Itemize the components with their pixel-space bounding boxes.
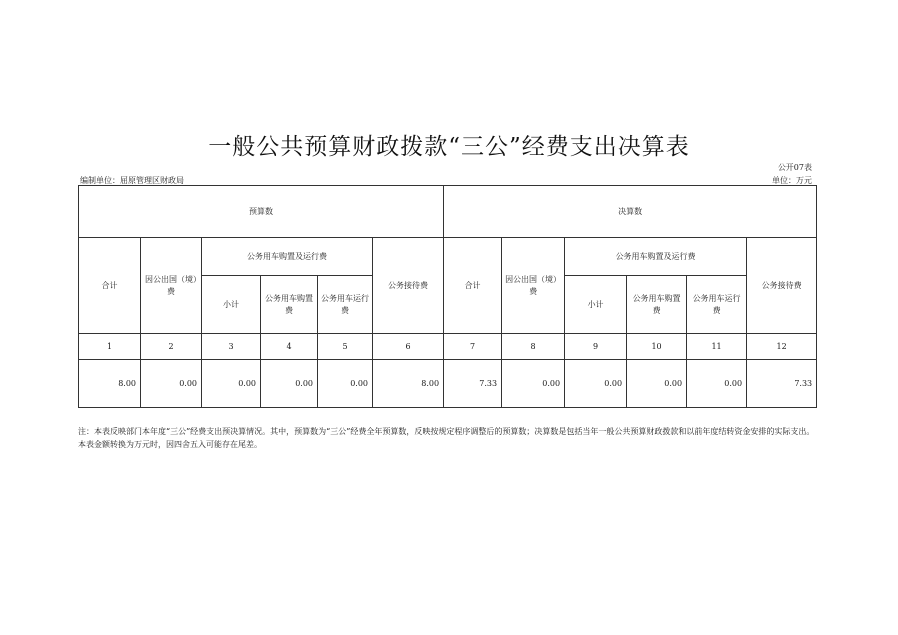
form-number: 公开07表 xyxy=(777,163,812,172)
final-vehicle-operation-header: 公务用车运行费 xyxy=(687,276,747,334)
value-cell: 7.33 xyxy=(444,360,502,408)
col-number: 1 xyxy=(79,334,141,360)
budget-subtotal-header: 小计 xyxy=(202,276,261,334)
budget-vehicle-purchase-header: 公务用车购置费 xyxy=(261,276,318,334)
col-number: 4 xyxy=(261,334,318,360)
budget-group-header: 预算数 xyxy=(79,186,444,238)
value-row xyxy=(79,360,817,408)
col-number: 8 xyxy=(502,334,565,360)
col-number: 9 xyxy=(565,334,627,360)
col-number: 7 xyxy=(444,334,502,360)
currency-unit: 单位：万元 xyxy=(772,176,812,185)
page-title: 一般公共预算财政拨款“三公”经费支出决算表 xyxy=(208,134,690,160)
column-number-row xyxy=(79,334,817,360)
value-cell: 0.00 xyxy=(502,360,565,408)
col-number: 12 xyxy=(747,334,817,360)
value-cell: 8.00 xyxy=(79,360,141,408)
final-abroad-header: 因公出国（境）费 xyxy=(502,238,565,334)
value-cell: 0.00 xyxy=(202,360,261,408)
value-cell: 0.00 xyxy=(318,360,373,408)
compiling-unit: 编制单位：屈原管理区财政局 xyxy=(80,176,184,185)
budget-reception-header: 公务接待费 xyxy=(373,238,444,334)
value-cell: 0.00 xyxy=(565,360,627,408)
col-number: 11 xyxy=(687,334,747,360)
budget-abroad-header: 因公出国（境）费 xyxy=(141,238,202,334)
budget-vehicle-group-header: 公务用车购置及运行费 xyxy=(202,238,373,276)
final-subtotal-header: 小计 xyxy=(565,276,627,334)
final-total-header: 合计 xyxy=(444,238,502,334)
value-cell: 0.00 xyxy=(141,360,202,408)
value-cell: 0.00 xyxy=(627,360,687,408)
value-cell: 0.00 xyxy=(687,360,747,408)
col-number: 10 xyxy=(627,334,687,360)
final-group-header: 决算数 xyxy=(444,186,817,238)
three-public-expense-table xyxy=(78,185,817,408)
final-vehicle-group-header: 公务用车购置及运行费 xyxy=(565,238,747,276)
value-cell: 0.00 xyxy=(261,360,318,408)
col-number: 3 xyxy=(202,334,261,360)
col-number: 5 xyxy=(318,334,373,360)
budget-vehicle-operation-header: 公务用车运行费 xyxy=(318,276,373,334)
value-cell: 7.33 xyxy=(747,360,817,408)
col-number: 6 xyxy=(373,334,444,360)
final-reception-header: 公务接待费 xyxy=(747,238,817,334)
table-note: 注：本表反映部门本年度“三公”经费支出预决算情况。其中，预算数为“三公”经费全年预算数，反映按规定程序调整后的预算数；决算数是包括当年一般公共预算财政拨款和以前年度结转资金安排的实际支出。本表金额转换为万元时，因四舍五入可能存在尾差。 xyxy=(78,427,815,449)
final-vehicle-purchase-header: 公务用车购置费 xyxy=(627,276,687,334)
value-cell: 8.00 xyxy=(373,360,444,408)
col-number: 2 xyxy=(141,334,202,360)
budget-total-header: 合计 xyxy=(79,238,141,334)
